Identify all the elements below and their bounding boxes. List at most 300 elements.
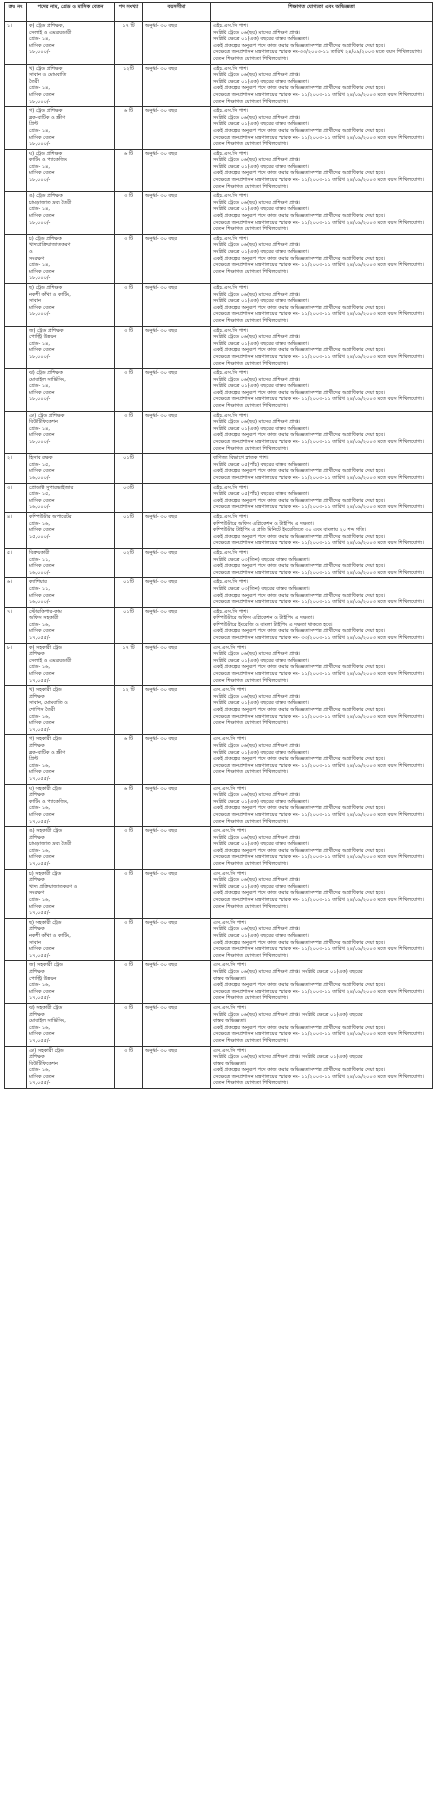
post-cell [27,918,115,961]
post-count-cell: ৩ টি [115,326,143,369]
table-row [5,869,433,918]
qualification-line: এইচ.এস.সি পাশ। [213,23,249,29]
table-row [5,607,433,643]
table-row [5,454,433,483]
post-cell [27,149,115,192]
qualification-cell [211,326,433,369]
post-count-cell: ৬ টি [115,784,143,827]
post-line: গ্রেড- ১১, [29,585,50,592]
qualification-line: একই প্রকল্পের অনুরূপ পদে কাজ করার অভিজ্ঞতাসম্পন্ন প্রার্থীদের অগ্রাধিকার দেয়া হবে। [213,389,385,396]
qualification-cell [211,784,433,827]
qualification-line: বাণিজ্য বিভাগে স্নাতক পাশ। [213,455,269,462]
qualification-line: একই প্রকল্পের অনুরূপ পদে কাজ করার অভিজ্ঞতাসম্পন্ন প্রার্থীদের অগ্রাধিকার দেয়া হবে। [213,1067,385,1074]
table-row [5,64,433,107]
post-count-cell: ০৩টি [115,483,143,512]
post-line: মাসিক বেতন [29,592,55,599]
post-line: সংরক্ষণ [29,890,45,897]
qualification-line: সেক্ষেত্রে জনপ্রশাসন মন্ত্রণালয়ের স্মারক নং- ১১/২০০৩-১১ তারিখ ২৪/০৯/২০০৩ মতে বয়স শিথিলযোগ্য। [213,177,424,184]
table-row [5,411,433,454]
qualification-line: সেক্ষেত্রে জনপ্রশাসন মন্ত্রণালয়ের স্মারক নং- ১১/২০০৩-১১ তারিখ ২৪/০৯/২০০৩ মতে বয়স শিথিলযোগ্য। [213,988,424,995]
serial-cell [5,961,27,1004]
post-line: মাসিক বেতন [29,854,55,861]
post-line: ১৮,০০০/- [29,141,51,148]
post-line: ১৭,০৫৫/- [29,635,51,642]
post-line: গ্রেড- ১৪, [29,383,50,390]
post-line: ১৭,০৫৫/- [29,1080,51,1087]
qualification-line: একই প্রকল্পের অনুরূপ পদে কাজ করার অভিজ্ঞতাসম্পন্ন প্রার্থীদের অগ্রাধিকার দেয়া হবে। [213,628,385,635]
post-line: ১৬,০০০/- [29,504,51,511]
qualification-line: সংশ্লিষ্ট ট্রেডে ০৬(ছয়) মাসের প্রশিক্ষণ প্রাপ্ত। সংশ্লিষ্ট ক্ষেত্রে ০১(এক) বছরের [213,968,363,975]
table-row [5,22,433,65]
qualification-line: সংশ্লিষ্ট ট্রেডে ০৬(ছয়) মাসের প্রশিক্ষণ প্রাপ্ত। [213,419,301,426]
qualification-line: সেক্ষেত্রে জনপ্রশাসন মন্ত্রণালয়ের স্মারক নং- ১১/২০০৩-১১ তারিখ ২৪/০৯/২০০৩ মতে বয়স শিথিলযোগ্য। [213,540,424,547]
qualification-line: সংশ্লিষ্ট ক্ষেত্রে ০১(এক) বছরের বাস্তব অভিজ্ঞতা। [213,700,309,707]
age-limit-cell: অনুর্ধ্ব- ৩০ বছর [143,107,211,150]
qualification-line: সেক্ষেত্রে জনপ্রশাসন মন্ত্রণালয়ের স্মারক নং- ১১/২০০৩-১১ তারিখ ২৪/০৯/২০০৩ মতে বয়স শিথিলযোগ্য। [213,353,424,360]
serial-cell [5,64,27,107]
serial-cell [5,827,27,870]
post-line: ১৭,০৫৫/- [29,910,51,917]
age-limit-cell: অনুর্ধ্ব- ৩০ বছর [143,961,211,1004]
post-line: গ্রেড- ১৪, [29,163,50,170]
post-line: প্রশিক্ষক [29,693,45,700]
serial-cell [5,686,27,735]
post-line: ব্লক-বাটিক ও স্ক্রীণ [29,114,66,121]
post-line: মাসিক বেতন [29,170,55,177]
post-cell [27,961,115,1004]
age-limit-cell: অনুর্ধ্ব- ৩০ বছর [143,784,211,827]
qualification-line: এইচ.এস.সি পাশ। [213,549,249,556]
qualification-line: সেক্ষেত্রে জনপ্রশাসন মন্ত্রণালয়ের স্মারক নং- ১১/২০০৩-১১ তারিখ ২৪/০৯/২০০৩ মতে বয়স শিথিলযোগ্য। [213,439,424,446]
post-cell [27,607,115,643]
post-line: ১৮,০০০/- [29,311,51,318]
qualification-line: একই প্রকল্পের অনুরূপ পদে কাজ করার অভিজ্ঞতাসম্পন্ন প্রার্থীদের অগ্রাধিকার দেয়া হবে। [213,664,385,671]
post-line: মোবাইল সার্ভিসিং, [29,1018,66,1025]
post-line: ১৮,০০০/- [29,396,51,403]
qualification-line: সংশ্লিষ্ট ক্ষেত্রে ০১(এক) বছরের বাস্তব অভিজ্ঞতা। [213,798,309,805]
qualification-line: সংশ্লিষ্ট ক্ষেত্রে ০১(এক) বছরের বাস্তব অভিজ্ঞতা। [213,121,309,128]
qualification-line: এইচ.এস.সি পাশ। [213,327,249,334]
table-row [5,283,433,326]
table-header [5,3,433,22]
post-cell [27,686,115,735]
age-limit-cell: অনুর্ধ্ব- ৩০ বছর [143,578,211,607]
post-count-cell: ৩ টি [115,234,143,283]
qualification-line: এইচ.এস.সি পাশ। [213,513,249,520]
serial-cell [5,411,27,454]
post-line: পোল্ট্রি উন্নয়ন [29,975,57,982]
post-line: প্রশিক্ষক [29,1011,45,1018]
post-line: সংরক্ষণ [29,255,45,262]
post-line: ১৬,০০০/- [29,599,51,606]
post-line: নকশী কাঁথা ও কাটিং, [29,291,71,298]
post-count-cell: ৩ টি [115,411,143,454]
qualification-cell [211,1003,433,1046]
qualification-line: বেতন শিক্ষাগত যোগ্যতা শিথিলযোগ্য। [213,141,289,148]
qualification-line: বেতন শিক্ষাগত যোগ্যতা শিথিলযোগ্য। [213,952,289,959]
qualification-line: বেতন শিক্ষাগত যোগ্যতা শিথিলযোগ্য। [213,403,289,410]
post-line: ১৮,০০০/- [29,98,51,105]
post-line: ছ) সহকারী ট্রেড [29,919,62,926]
post-line: মাসিক বেতন [29,432,55,439]
table-row [5,1046,433,1089]
qualification-line: সেক্ষেত্রে জনপ্রশাসন মন্ত্রণালয়ের স্মারক নং- ১১/২০০৩-১১ তারিখ ২৪/০৯/২০০৩ মতে বয়স শিথিলযোগ্য। [213,504,424,511]
post-line: গ্রেড- ১৪, [29,36,50,43]
qualification-line: সেক্ষেত্রে জনপ্রশাসন মন্ত্রণালয়ের স্মারক নং- ১১/২০০৩-১১ তারিখ ২৪/০৯/২০০৩ মতে বয়স শিথিলযোগ্য। [213,219,424,226]
post-line: গ্রেড- ১৪, [29,85,50,92]
qualification-line: এইচ.এস.সি পাশ। [213,150,249,157]
post-line: সাবান [29,298,41,305]
post-count-cell: ৩ টি [115,192,143,235]
post-line: অফিস সহকারী [29,615,59,622]
post-line: চ) সহকারী ট্রেড [29,870,62,877]
table-row [5,784,433,827]
post-line: বিউটিফিকেশন [29,1060,58,1067]
serial-cell: ২। [5,454,27,483]
qualification-line: সংশ্লিষ্ট ক্ষেত্রে ০৩(তিন) বছরের বাস্তব অভিজ্ঞতা। [213,556,310,563]
post-line: প্রশিক্ষক [29,877,45,884]
qualification-line: এস.এস.সি পাশ। [213,644,247,651]
header-row [5,3,433,22]
qualification-line: বেতন শিক্ষাগত যোগ্যতা শিথিলযোগ্য। [213,769,289,776]
qualification-line: সংশ্লিষ্ট ট্রেডে ০৬(ছয়) মাসের প্রশিক্ষণ প্রাপ্ত। [213,291,301,298]
post-line: ১৮,০০০/- [29,439,51,446]
serial-cell [5,234,27,283]
post-line: তৈরী [29,78,39,85]
post-line: ১৭,০৫৫/- [29,818,51,825]
post-line: ক) সহকারী ট্রেড [29,644,62,651]
qualification-cell [211,607,433,643]
post-count-cell: ৩ টি [115,1003,143,1046]
post-line: মাসিক বেতন [29,769,55,776]
post-line: মাসিক বেতন [29,628,55,635]
post-line: মাসিক বেতন [29,268,55,275]
post-count-cell: ০১টি [115,512,143,548]
qualification-line: একই প্রকল্পের অনুরূপ পদে কাজ করার অভিজ্ঞতাসম্পন্ন প্রার্থীদের অগ্রাধিকার দেয়া হবে। [213,939,385,946]
post-cell [27,64,115,107]
qualification-line: সেক্ষেত্রে জনপ্রশাসন মন্ত্রণালয়ের স্মারক নং- ১১/২০০৩-১১ তারিখ ২৪/০৯/২০০৩ মতে বয়স শিথিলযোগ্য। [213,134,424,141]
post-line: কাটিং ও প্যাকেজিং, [29,798,69,805]
qualification-line: সেক্ষেত্রে জনপ্রশাসন মন্ত্রণালয়ের স্মারক নং- ১১/২০০৩-১১ তারিখ ২৪/০৯/২০০৩ মতে বয়স শিথিলযোগ্য। [213,946,424,953]
qualification-line: সংশ্লিষ্ট ক্ষেত্রে ০১(এক) বছরের বাস্তব অভিজ্ঞতা। [213,298,309,305]
post-cell [27,369,115,412]
qualification-line: বেতন শিক্ষাগত যোগ্যতা শিথিলযোগ্য। [213,677,289,684]
qualification-line: এস.এস.সি পাশ। [213,736,247,743]
qualification-line: একই প্রকল্পের অনুরূপ পদে কাজ করার অভিজ্ঞতাসম্পন্ন প্রার্থীদের অগ্রাধিকার দেয়া হবে। [213,127,385,134]
age-limit-cell: অনুর্ধ্ব- ৩০ বছর [143,234,211,283]
age-limit-cell: অনুর্ধ্ব- ৩০ বছর [143,827,211,870]
qualification-line: সংশ্লিষ্ট ট্রেডে ০৬(ছয়) মাসের প্রশিক্ষণ প্রাপ্ত। [213,157,301,164]
qualification-line: সংশ্লিষ্ট ক্ষেত্রে ০১(এক) বছরের বাস্তব অভিজ্ঞতা। [213,340,309,347]
post-line: মাসিক বেতন [29,389,55,396]
serial-cell [5,369,27,412]
qualification-line: সেক্ষেত্রে জনপ্রশাসন মন্ত্রণালয়ের স্মারক নং- ১১/২০০৩-১১ তারিখ ২৪/০৯/২০০৩ মতে বয়স শিথিলযোগ্য। [213,599,424,606]
qualification-line: একই প্রকল্পের অনুরূপ পদে কাজ করার অভিজ্ঞতাসম্পন্ন প্রার্থীদের অগ্রাধিকার দেয়া হবে। [213,255,385,262]
qualification-line: সংশ্লিষ্ট ট্রেডে ০৬(ছয়) মাসের প্রশিক্ষণ প্রাপ্ত। [213,242,301,249]
qualification-line: সেক্ষেত্রে জনপ্রশাসন মন্ত্রণালয়ের স্মারক নং- ১১/২০০৩-১১ তারিখ ২৪/০৯/২০০৩ মতে বয়স শিথিলযোগ্য। [213,811,424,818]
header-serial: ক্রঃ নং [5,3,27,22]
qualification-line: এইচ.এস.সি পাশ। [213,284,249,291]
post-line: প্রশিক্ষক [29,968,45,975]
post-line: ১৫,০০০/- [29,533,51,540]
table-row [5,827,433,870]
age-limit-cell: অনুর্ধ্ব- ৩০ বছর [143,607,211,643]
qualification-cell [211,548,433,577]
qualification-cell [211,107,433,150]
qualification-line: বেতন শিক্ষাগত যোগ্যতা শিথিলযোগ্য। [213,445,289,452]
qualification-line: সংশ্লিষ্ট ট্রেডে ০৬(ছয়) মাসের প্রশিক্ষণ প্রাপ্ত। [213,834,301,841]
serial-cell [5,326,27,369]
post-line: গ) ট্রেড প্রশিক্ষক [29,108,63,115]
age-limit-cell: অনুর্ধ্ব- ৩০ বছর [143,22,211,65]
post-line: ১৮,০০০/- [29,49,51,56]
post-count-cell: ৩ টি [115,827,143,870]
qualification-line: বেতন শিক্ষাগত যোগ্যতা শিথিলযোগ্য। [213,317,289,324]
post-line: মাসিক বেতন [29,988,55,995]
post-cell [27,548,115,577]
header-age: বয়সসীমা [143,3,211,22]
post-count-cell: ১৭ টি [115,22,143,65]
post-line: মাসিক বেতন [29,563,55,570]
header-qualification: শিক্ষাগত যোগ্যতা এবং অভিজ্ঞতা [211,3,433,22]
qualification-line: সংশ্লিষ্ট ট্রেডে ০৬(ছয়) মাসের প্রশিক্ষণ প্রাপ্ত। [213,651,301,658]
post-line: হিসাব রক্ষক [29,455,53,462]
post-line: ছ) ট্রেড প্রশিক্ষক [29,284,63,291]
age-limit-cell: অনুর্ধ্ব- ৩০ বছর [143,512,211,548]
qualification-line: সংশ্লিষ্ট ট্রেডে ০৬(ছয়) মাসের প্রশিক্ষণ প্রাপ্ত। [213,877,301,884]
post-line: কম্পিউটার অপারেটর [29,513,72,520]
qualification-cell [211,827,433,870]
qualification-line: এস.এস.সি পাশ। [213,785,247,792]
post-line: ১৭,০৫৫/- [29,677,51,684]
post-line: গ্রেড- ১১, [29,556,50,563]
table-row [5,643,433,686]
post-line: প্রিন্ট [29,121,39,128]
qualification-line: সংশ্লিষ্ট ট্রেডে ০৬(ছয়) মাসের প্রশিক্ষণ প্রাপ্ত। [213,376,301,383]
table-row [5,326,433,369]
post-line: ঞ) সহকারী ট্রেড [29,1047,64,1054]
qualification-line: সংশ্লিষ্ট ট্রেডে ০৬(ছয়) মাসের প্রশিক্ষণ প্রাপ্ত। [213,926,301,933]
post-line: মাসিক বেতন [29,1031,55,1038]
post-cell [27,483,115,512]
post-line: মাসিক বেতন [29,468,55,475]
post-line: গ্রেড- ১৬, [29,897,50,904]
post-line: সেলাই ও এমব্রয়ডারী [29,29,72,36]
qualification-line: সেক্ষেত্রে জনপ্রশাসন মন্ত্রণালয়ের স্মারক নং- ১১/২০০৩-১১ তারিখ ২৪/০৯/২০০৩ মতে বয়স শিথিলযোগ্য। [213,671,424,678]
post-count-cell: ১২টি [115,64,143,107]
post-line: সেলাই ও এমব্রয়ডারী [29,657,72,664]
age-limit-cell: অনুর্ধ্ব- ৩০ বছর [143,686,211,735]
age-limit-cell: অনুর্ধ্ব- ৩০ বছর [143,1046,211,1089]
post-line: সাবান [29,939,41,946]
post-line: বিউটিফিকেশন [29,419,58,426]
qualification-line: সেক্ষেত্রে জনপ্রশাসন মন্ত্রণালয়ের স্মারক নং- ১১/২০০৩-১১ তারিখ ২৪/০৯/২০০৩ মতে বয়স শিথিলযোগ্য। [213,311,424,318]
post-line: মাসিক বেতন [29,946,55,953]
table-row [5,548,433,577]
post-count-cell: ১২ টি [115,686,143,735]
qualification-line: সেক্ষেত্রে জনপ্রশাসন মন্ত্রণালয়ের স্মারক নং- ১১/২০০৩-১১ তারিখ ২৪/০৯/২০০৩ মতে বয়স শিথিলযোগ্য। [213,762,424,769]
qualification-cell [211,512,433,548]
post-count-cell: ৬ টি [115,735,143,784]
qualification-line: সেক্ষেত্রে জনপ্রশাসন মন্ত্রণালয়ের স্মারক নং-৩৩/২০০৩-১১ তারিখ ২৪/০৯/২০০৩ মতে বয়স শিথিলযোগ্য। [213,49,423,56]
post-count-cell: ১৭ টি [115,643,143,686]
post-count-cell: ০১টি [115,454,143,483]
serial-cell: ৪। [5,512,27,548]
qualification-line: একই প্রকল্পের অনুরূপ পদে কাজ করার অভিজ্ঞতাসম্পন্ন প্রার্থীদের অগ্রাধিকার দেয়া হবে। [213,170,385,177]
post-line: ১৬,০০০/- [29,569,51,576]
post-line: মাসিক বেতন [29,720,55,727]
post-line: সাবান, মোমবাতি ও [29,700,68,707]
post-line: প্রিন্ট [29,756,39,763]
qualification-line: এইচ.এস.সি পাশ। [213,412,249,419]
table-row [5,107,433,150]
post-line: ১৭,০৫৫/- [29,861,51,868]
qualification-cell [211,869,433,918]
post-cell [27,454,115,483]
qualification-line: একই প্রকল্পের অনুরূপ পদে কাজ করার অভিজ্ঞতাসম্পন্ন প্রার্থীদের অগ্রাধিকার দেয়া হবে। [213,213,385,220]
post-line: খ) সহকারী ট্রেড [29,687,62,694]
serial-cell [5,149,27,192]
post-line: গ্রেড- ১৪, [29,206,50,213]
post-cell [27,411,115,454]
qualification-line: বাস্তব অভিজ্ঞতা। [213,1018,247,1025]
post-line: ঙ) ট্রেড প্রশিক্ষক [29,193,63,200]
qualification-line: বাস্তব অভিজ্ঞতা। [213,1060,247,1067]
table-row [5,192,433,235]
table-row [5,234,433,283]
qualification-line: সংশ্লিষ্ট ক্ষেত্রে ০৫(পাঁচ) বছরের বাস্তব অভিজ্ঞতা। [213,461,309,468]
post-count-cell: ৩ টি [115,869,143,918]
post-line: ঘ) ট্রেড প্রশিক্ষক [29,150,63,157]
post-line: ১৮,০০০/- [29,177,51,184]
post-line: গ্রেড- ১৬, [29,520,50,527]
qualification-line: সংশ্লিষ্ট ক্ষেত্রে ০৩(তিন) বছরের বাস্তব অভিজ্ঞতা। [213,585,310,592]
qualification-line: সেক্ষেত্রে জনপ্রশাসন মন্ত্রণালয়ের স্মারক নং- ১১/২০০৩-১১ তারিখ ২৪/০৯/২০০৩ মতে বয়স শিথিলযোগ্য। [213,262,424,269]
serial-cell [5,283,27,326]
qualification-line: একই প্রকল্পের অনুরূপ পদে কাজ করার অভিজ্ঞতাসম্পন্ন প্রার্থীদের অগ্রাধিকার দেয়া হবে। [213,533,385,540]
post-line: জ) ট্রেড প্রশিক্ষক [29,327,64,334]
qualification-line: এইচ.এস.সি পাশ। [213,235,249,242]
qualification-line: বেতন শিক্ষাগত যোগ্যতা শিথিলযোগ্য। [213,183,289,190]
qualification-line: সংশ্লিষ্ট ক্ষেত্রে ০১(এক) বছরের বাস্তব অভিজ্ঞতা। [213,933,309,939]
serial-cell [5,192,27,235]
post-line: চামড়াজাত দ্রব্য তৈরী [29,841,72,848]
post-line: মাসিক বেতন [29,527,55,534]
qualification-line: সেক্ষেত্রে জনপ্রশাসন মন্ত্রণালয়ের স্মারক নং- ১১/২০০৩-১১ তারিখ ২৪/০৯/২০০৩ মতে বয়স শিথিলযোগ্য। [213,1031,424,1038]
qualification-line: বেতন শিক্ষাগত যোগ্যতা শিথিলযোগ্য। [213,995,289,1002]
post-line: প্রশিক্ষক [29,792,45,799]
age-limit-cell: অনুর্ধ্ব- ৩০ বছর [143,735,211,784]
qualification-line: এইচ.এস.সি পাশ। [213,65,249,72]
age-limit-cell: অনুর্ধ্ব- ৩০ বছর [143,1003,211,1046]
qualification-line: একই প্রকল্পের অনুরূপ পদে কাজ করার অভিজ্ঞতাসম্পন্ন প্রার্থীদের অগ্রাধিকার দেয়া হবে। [213,304,385,311]
qualification-line: সংশ্লিষ্ট ট্রেডে ০৬(ছয়) মাসের প্রশিক্ষণ প্রাপ্ত। [213,29,301,36]
post-line: ১৭,০৫৫/- [29,995,51,1002]
age-limit-cell [143,454,211,483]
qualification-cell [211,454,433,483]
serial-cell: ১। [5,22,27,65]
post-line: প্রশিক্ষক [29,742,45,749]
qualification-cell [211,369,433,412]
qualification-cell [211,283,433,326]
post-cell [27,326,115,369]
post-count-cell: ৬ টি [115,149,143,192]
qualification-line: সংশ্লিষ্ট ক্ষেত্রে ০১(এক) বছরের বাস্তব অভিজ্ঞতা। [213,657,309,664]
qualification-line: সেক্ষেত্রে জনপ্রশাসন মন্ত্রণালয়ের স্মারক নং- ১১/২০০৩-১১ তারিখ ২৪/০৯/২০০৩ মতে বয়স শিথিলযোগ্য। [213,569,424,576]
qualification-line: সংশ্লিষ্ট ক্ষেত্রে ০১(এক) বছরের বাস্তব অভিজ্ঞতা। [213,163,309,170]
post-line: গ্রেড- ১৪, [29,127,50,134]
qualification-line: সংশ্লিষ্ট ক্ষেত্রে ০১(এক) বছরের বাস্তব অভিজ্ঞতা। [213,249,309,255]
age-limit-cell: অনুর্ধ্ব- ৩০ বছর [143,548,211,577]
qualification-line: বেতন শিক্ষাগত যোগ্যতা শিথিলযোগ্য। [213,903,289,910]
serial-cell: ৭। [5,607,27,643]
age-limit-cell: অনুর্ধ্ব- ৩০ বছর [143,869,211,918]
post-line: ঝ) সহকারী ট্রেড [29,1004,63,1011]
qualification-line: এইচ.এস.সি পাশ। [213,484,249,491]
post-line: ১৭,০৫৫/- [29,952,51,959]
post-line: সাবান ও মোমবাতি [29,72,67,79]
post-cell [27,1046,115,1089]
post-cell [27,735,115,784]
qualification-line: একই প্রকল্পের অনুরূপ পদে কাজ করার অভিজ্ঞতাসম্পন্ন প্রার্থীদের অগ্রাধিকার দেয়া হবে। [213,982,385,989]
post-line: গ্রেড- ১৪, [29,340,50,347]
post-cell [27,512,115,548]
qualification-line: সংশ্লিষ্ট ক্ষেত্রে ০১(এক) বছরের বাস্তব অভিজ্ঞতা। [213,749,309,756]
post-line: মাসিক বেতন [29,903,55,910]
serial-cell: ৮। [5,643,27,686]
post-line: মাসিক বেতন [29,1073,55,1080]
post-line: চ) ট্রেড প্রশিক্ষক [29,235,62,242]
age-limit-cell: অনুর্ধ্ব- ৩০ বছর [143,918,211,961]
header-post: পদের নাম, গ্রেড ও মাসিক বেতন [27,3,115,22]
age-limit-cell: অনুর্ধ্ব- ৩০ বছর [143,149,211,192]
qualification-cell [211,149,433,192]
qualification-line: সংশ্লিষ্ট ট্রেডে ০৬(ছয়) মাসের প্রশিক্ষণ প্রাপ্ত। [213,693,301,700]
qualification-line: বেতন শিক্ষাগত যোগ্যতা শিথিলযোগ্য। [213,360,289,367]
qualification-line: সেক্ষেত্রে জনপ্রশাসন মন্ত্রণালয়ের স্মারক নং- ১১/২০০৩-১১ তারিখ ২৪/০৯/২০০৩ মতে বয়স শিথিলযোগ্য। [213,713,424,720]
qualification-cell [211,578,433,607]
qualification-line: সংশ্লিষ্ট ক্ষেত্রে ০১(এক) বছরের বাস্তব অভিজ্ঞতা। [213,36,309,43]
post-cell [27,578,115,607]
qualification-line: বেতন শিক্ষাগত যোগ্যতা শিথিলযোগ্য। [213,1080,289,1087]
qualification-line: একই প্রকল্পের অনুরূপ পদে কাজ করার অভিজ্ঞতাসম্পন্ন প্রার্থীদের অগ্রাধিকার দেয়া হবে। [213,497,385,504]
table-row [5,686,433,735]
post-line: মাসিক বেতন [29,134,55,141]
post-line: মাসিক বেতন [29,811,55,818]
post-line: ব্লক-বাটিক ও স্ক্রীণ [29,749,66,756]
qualification-cell [211,686,433,735]
qualification-line: সংশ্লিষ্ট ক্ষেত্রে ০১(এক) বছরের বাস্তব অভিজ্ঞতা। [213,883,309,890]
post-line: গ) সহকারী ট্রেড [29,736,62,743]
post-line: ১৮,০০০/- [29,275,51,282]
qualification-line: সংশ্লিষ্ট ক্ষেত্রে ০৫(পাঁচ) বছরের বাস্তব অভিজ্ঞতা। [213,491,309,498]
post-cell [27,1003,115,1046]
serial-cell [5,1046,27,1089]
qualification-line: সংশ্লিষ্ট ট্রেডে ০৬(ছয়) মাসের প্রশিক্ষণ প্রাপ্ত। সংশ্লিষ্ট ক্ষেত্রে ০১(এক) বছরের [213,1054,363,1061]
qualification-line: এস.এস.সি পাশ। [213,828,247,835]
qualification-line: এস.এস.সি পাশ। [213,962,247,969]
post-count-cell: ৩ টি [115,961,143,1004]
post-line: প্রশিক্ষক [29,1054,45,1061]
post-line: খাদ্য প্রক্রিয়াজাতকরণ ও [29,883,78,890]
qualification-line: এস.এস.সি পাশ। [213,870,247,877]
age-limit-cell: অনুর্ধ্ব- ৩০ বছর [143,369,211,412]
qualification-cell [211,643,433,686]
post-line: কাটিং ও প্যাকেজিং [29,157,67,164]
post-line: ১৭,০৫৫/- [29,726,51,733]
post-count-cell: ০১টি [115,578,143,607]
post-line: খাদ্যপ্রক্রিয়াজাতকরণ [29,242,71,249]
